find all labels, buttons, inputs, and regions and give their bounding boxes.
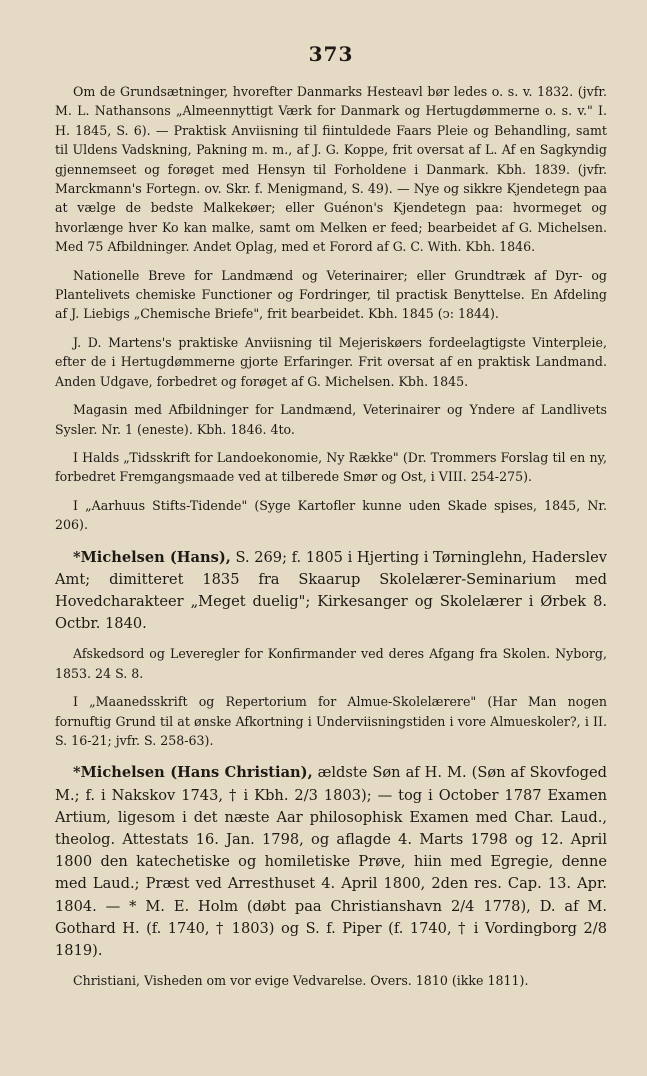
- entry-heading-name: *Michelsen (Hans Christian),: [73, 764, 313, 782]
- entry-afskedsord: [55, 644, 607, 683]
- entry-text: Magasin med Afbildninger for Landmænd, Veterinairer og Yndere af Landlivets Sysler. Nr. 1 (eneste). Kbh. 1846. 4to.: [55, 402, 607, 437]
- entries-list: [55, 82, 607, 991]
- entry-aarhuus-tidende: [55, 496, 607, 535]
- entry-martens-anviisning: [55, 333, 607, 391]
- entry-text: Nationelle Breve for Landmænd og Veterinairer; eller Grundtræk af Dyr- og Plantelivets chemiske Functioner og Fordringer, til practisk Benyttelse. En Afdeling af J. Liebigs „Chemische Briefe", frit bearbeidet. Kbh. 1845 (ↄ: 1844).: [55, 267, 607, 322]
- entry-text: S. 269; f. 1805 i Hjerting i Tørninglehn, Haderslev Amt; dimitteret 1835 fra Skaarup Skolelærer-Seminarium med Hovedcharakteer „Meget duelig"; Kirkesanger og Skolelærer i Ørbek 8. Octbr. 1840.: [55, 548, 608, 633]
- entry-maanedsskrift: [55, 692, 607, 750]
- entry-text: ældste Søn af H. M. (Søn af Skovfoged M.; f. i Nakskov 1743, † i Kbh. 2/3 1803); — tog i October 1787 Examen Artium, ligesom i det næste Aar philosophisk Examen med Char. Laud., theolog. Attestats 16. Jan. 1798, og aflagde 4. Marts 1798 og 12. April 1800 den katechetiske og homiletiske Prøve, hiin med Egregie, denne med Laud.; Præst ved Arresthuset 4. April 1800, 2den res. Cap. 13. Apr. 1804. — * M. E. Holm (døbt paa Christianshavn 2/4 1778), D. af M. Gothard H. (f. 1740, † 1803) og S. f. Piper (f. 1740, † i Vordingborg 2/8 1819).: [55, 764, 608, 959]
- entry-michelsen-hans-christian: [55, 762, 607, 962]
- entry-text: Christiani, Visheden om vor evige Vedvarelse. Overs. 1810 (ikke 1811).: [73, 973, 529, 989]
- entry-halds-tidsskrift: [55, 448, 607, 487]
- entry-christiani: [55, 971, 607, 990]
- entry-nationelle-breve: [55, 266, 607, 324]
- entry-magasin: [55, 400, 607, 439]
- entry-michelsen-hans: [55, 547, 607, 636]
- entry-text: I Halds „Tidsskrift for Landoekonomie, Ny Række" (Dr. Trommers Forslag til en ny, forbedret Fremgangsmaade ved at tilberede Smør og Ost, i VIII. 254-275).: [55, 449, 607, 485]
- entry-text: J. D. Martens's praktiske Anviisning til Mejeriskøers fordeelagtigste Vinterpleie, efter de i Hertugdømmerne gjorte Erfaringer. Frit oversat af en praktisk Landmand. Anden Udgave, forbedret og forøget af G. Michelsen. Kbh. 1845.: [55, 334, 607, 389]
- entry-text: Afskedsord og Leveregler for Konfirmander ved deres Afgang fra Skolen. Nyborg, 1853. 24 S. 8.: [55, 646, 607, 681]
- page-number: 373: [308, 42, 354, 66]
- entry-om-grundsaetninger: [55, 82, 607, 257]
- entry-heading-name: *Michelsen (Hans),: [73, 548, 231, 566]
- entry-text: I „Aarhuus Stifts-Tidende" (Syge Kartofler kunne uden Skade spises, 1845, Nr. 206).: [55, 497, 607, 533]
- entry-text: I „Maanedsskrift og Repertorium for Almue-Skolelærere" (Har Man nogen fornuftig Grund til at ønske Afkortning i Underviisningstiden i vore Almueskoler?, i II. S. 16-21; jvfr. S. 258-63).: [55, 694, 607, 748]
- entry-text: Om de Grundsætninger, hvorefter Danmarks Hesteavl bør ledes o. s. v. 1832. (jvfr. M. L. Nathansons „Almeennyttigt Værk for Danmark og Hertugdømmerne o. s. v." I. H. 1845, S. 6). — Praktisk Anviisning til fiintuldede Faars Pleie og Behandling, samt til Uldens Vadskning, Pakning m. m., af J. G. Koppe, frit oversat af L. Af en Sagkyndig gjennemseet og forøget med Hensyn til Forholdene i Danmark. Kbh. 1839. (jvfr. Marckmann's Fortegn. ov. Skr. f. Menigmand, S. 49). — Nye og sikkre Kjendetegn paa at vælge de bedste Malkekøer; eller Guénon's Kjendetegn paa: hvormeget og hvorlænge hver Ko kan malke, samt om Melken er feed; bearbeidet af G. Michelsen. Med 75 Afbildninger. Andet Oplag, med et Forord af G. C. With. Kbh. 1846.: [55, 84, 607, 255]
